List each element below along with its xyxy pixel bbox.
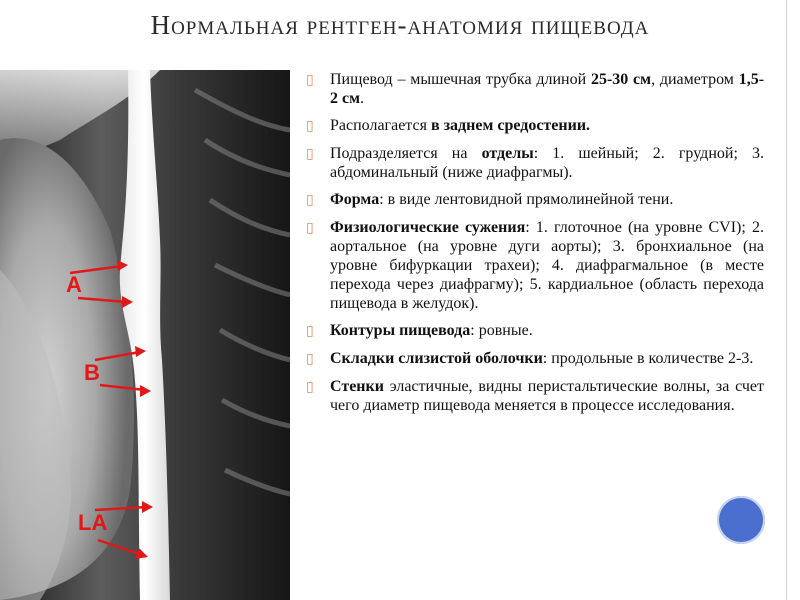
bullet-marker-icon: ▯ — [306, 193, 314, 208]
esophagus-xray-illustration — [0, 70, 290, 600]
bullet-text-bold: 25-30 см — [590, 71, 652, 88]
bullet-text-run: . — [360, 90, 364, 107]
bullet-item — [306, 144, 764, 182]
bullet-text-bold: Стенки — [330, 378, 384, 395]
bullet-text-run: : 1. шейный; 2. грудной; 3. абдоминальный (ниже диафрагмы). — [330, 145, 764, 181]
bullet-item — [306, 218, 764, 313]
bullet-marker-icon: ▯ — [306, 147, 314, 162]
bullet-text-run: Пищевод – мышечная трубка длиной — [330, 71, 591, 88]
bullet-item — [306, 377, 764, 415]
xray-image — [0, 70, 290, 600]
bullet-item — [306, 116, 764, 136]
bullet-text-run: эластичные, видны перистальтические волны, за счет чего диаметр пищевода меняется в процессе исследования. — [330, 378, 764, 414]
bullet-text-run: : 1. глоточное (на уровне CVI); 2. аортальное (на уровне дуги аорты); 3. бронхиальное (на уровне бифуркации трахеи); 4. диафрагмальное (в месте перехода через диафрагму); 5. кардиальное (область перехода пищевода в желудок). — [330, 219, 764, 312]
bullet-marker-icon: ▯ — [306, 221, 314, 236]
bullet-text-bold: Форма — [330, 191, 380, 208]
bullet-text-run: : в виде лентовидной прямолинейной тени. — [379, 191, 674, 208]
bullet-text-run: Подразделяется на — [330, 145, 482, 162]
bullet-text-run: : продольные в количестве 2-3. — [542, 350, 754, 367]
bullet-marker-icon: ▯ — [306, 380, 314, 395]
bullet-marker-icon: ▯ — [306, 324, 314, 339]
bullet-text-bold: Контуры пищевода — [330, 322, 471, 339]
label-b: B — [84, 360, 100, 385]
label-a: A — [66, 272, 82, 297]
bullet-text — [330, 190, 764, 210]
bullet-text — [330, 218, 764, 313]
bullet-text-bold: отделы — [481, 145, 534, 162]
bullet-text — [330, 116, 764, 136]
bullet-list — [306, 70, 764, 423]
bullet-text-bold: 1,5-2 см — [330, 71, 765, 107]
bullet-text-bold: в заднем средостении. — [430, 117, 591, 134]
bullet-marker-icon: ▯ — [306, 73, 314, 88]
bullet-text-run: Располагается — [330, 117, 431, 134]
bullet-marker-icon: ▯ — [306, 352, 314, 367]
slide-edge-line — [786, 0, 787, 600]
bullet-text — [330, 321, 764, 341]
bullet-item — [306, 190, 764, 210]
bullet-item — [306, 70, 764, 108]
label-la: LA — [78, 510, 108, 535]
decorative-circle — [717, 496, 765, 544]
bullet-item — [306, 321, 764, 341]
bullet-marker-icon: ▯ — [306, 119, 314, 134]
bullet-text-run: : ровные. — [470, 322, 533, 339]
bullet-text — [330, 349, 764, 369]
bullet-text — [330, 377, 764, 415]
bullet-text-bold: Складки слизистой оболочки — [330, 350, 543, 367]
bullet-text — [330, 144, 764, 182]
slide-title: Нормальная рентген-анатомия пищевода — [150, 10, 650, 40]
bullet-text-bold: Физиологические сужения — [330, 219, 526, 236]
bullet-item — [306, 349, 764, 369]
bullet-text-run: , диаметром — [651, 71, 739, 88]
bullet-text — [330, 70, 764, 108]
